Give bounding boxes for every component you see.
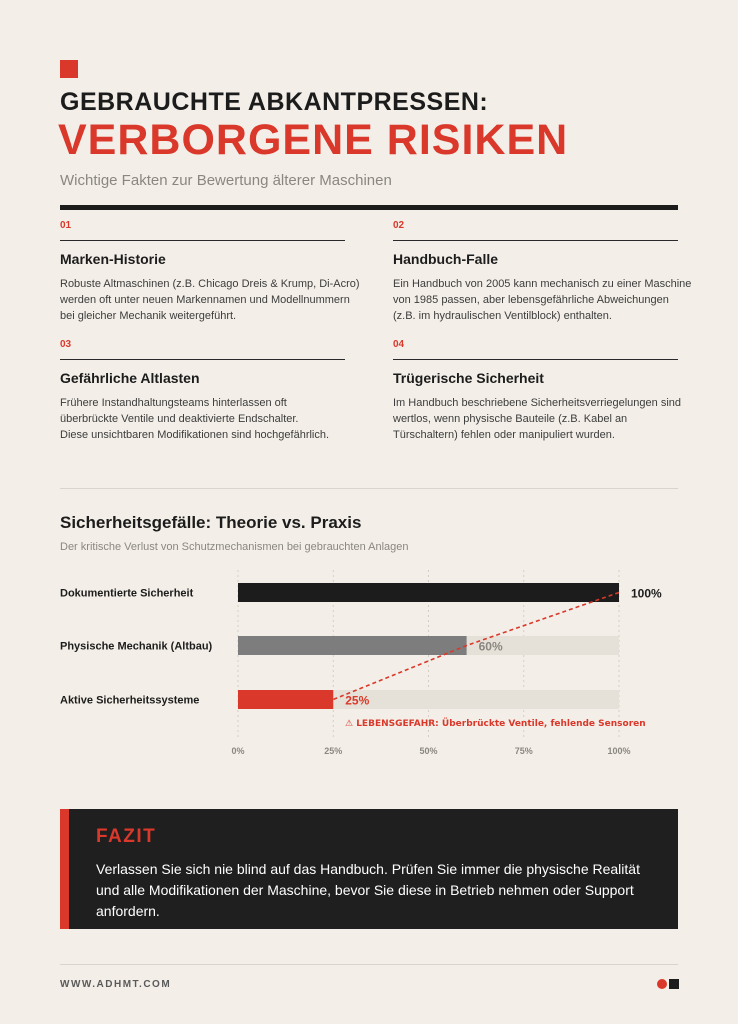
fact-card-2: [393, 220, 703, 324]
fact-body: [393, 395, 703, 443]
page-title-line1: GEBRAUCHTE ABKANTPRESSEN:: [60, 88, 489, 116]
page-subtitle: Wichtige Fakten zur Bewertung älterer Maschinen: [60, 172, 392, 189]
fact-divider: [393, 359, 678, 360]
fazit-box: [60, 809, 678, 929]
chart-section-subtitle: Der kritische Verlust von Schutzmechanismen bei gebrauchten Anlagen: [60, 541, 409, 553]
fazit-text: Verlassen Sie sich nie blind auf das Handbuch. Prüfen Sie immer die physische Realität und alle Modifikationen der Maschine, bevor Sie diese in Betrieb nehmen oder Support anfordern.: [96, 861, 640, 919]
safety-gap-chart: [0, 565, 738, 765]
fact-line-text: überbrückte Ventile und deaktivierte Endschalter.: [60, 413, 299, 425]
fact-line-text: (z.B. im hydraulischen Ventilblock) enthalten.: [393, 310, 612, 322]
fact-number: 01: [60, 220, 72, 231]
fact-divider: [60, 359, 345, 360]
fact-line-text: Türschaltern) fehlen oder manipuliert wurden.: [393, 429, 615, 441]
bar-value-label: 25%: [345, 693, 370, 708]
fazit-title: FAZIT: [96, 826, 157, 847]
bar-category-label: Physische Mechanik (Altbau): [60, 640, 213, 653]
bar: [238, 636, 467, 655]
x-tick-label: 100%: [607, 746, 631, 756]
fact-number: 02: [393, 220, 405, 231]
chart-section-title: Sicherheitsgefälle: Theorie vs. Praxis: [60, 513, 362, 532]
fact-line-text: wertlos, wenn physische Bauteile (z.B. Kabel an: [393, 413, 628, 425]
fact-line-text: werden oft unter neuen Markennamen und Modellnummern: [60, 294, 350, 306]
fact-card-4: [393, 339, 703, 443]
fact-title: Gefährliche Altlasten: [60, 370, 200, 386]
footer-dot-icon: [657, 979, 667, 989]
fact-line-text: Robuste Altmaschinen (z.B. Chicago Dreis & Krump, Di-Acro): [60, 278, 360, 290]
fact-title: Trügerische Sicherheit: [393, 370, 544, 386]
x-tick-label: 75%: [514, 746, 533, 756]
footer-square-icon: [669, 979, 679, 989]
fact-line-text: Frühere Instandhaltungsteams hinterlassen oft: [60, 397, 287, 409]
fact-divider: [393, 240, 678, 241]
fact-body: [393, 276, 703, 324]
header-divider: [60, 205, 678, 210]
danger-annotation: ⚠ LEBENSGEFAHR: Überbrückte Ventile, fehlende Sensoren: [345, 719, 646, 729]
fazit-accent-bar: [60, 809, 69, 929]
x-tick-label: 50%: [419, 746, 438, 756]
fact-title: Marken-Historie: [60, 251, 166, 267]
footer-url: WWW.ADHMT.COM: [60, 979, 172, 990]
fact-line-text: bei gleicher Mechanik weitergeführt.: [60, 310, 237, 322]
bar-value-label: 100%: [631, 586, 662, 601]
footer-divider: [60, 964, 678, 965]
fact-number: 04: [393, 339, 405, 350]
x-tick-label: 25%: [324, 746, 343, 756]
accent-square: [60, 60, 78, 78]
bar-category-label: Dokumentierte Sicherheit: [60, 587, 194, 600]
bar-value-label: 60%: [478, 639, 503, 654]
fact-line-text: Diese unsichtbaren Modifikationen sind hochgefährlich.: [60, 429, 330, 441]
fact-line-text: Ein Handbuch von 2005 kann mechanisch zu einer Maschine: [393, 278, 692, 290]
fact-line-text: Im Handbuch beschriebene Sicherheitsverriegelungen sind: [393, 397, 682, 409]
fact-card-3: [60, 339, 370, 443]
fact-title: Handbuch-Falle: [393, 251, 499, 267]
fact-card-1: [60, 220, 370, 324]
bar-category-label: Aktive Sicherheitssysteme: [60, 694, 200, 707]
fact-line-text: von 1985 passen, aber lebensgefährliche Abweichungen: [393, 294, 669, 306]
bar: [238, 690, 333, 709]
page-title-line2: VERBORGENE RISIKEN: [58, 116, 569, 164]
fact-body: [60, 395, 370, 443]
x-tick-label: 0%: [231, 746, 245, 756]
fact-divider: [60, 240, 345, 241]
fact-number: 03: [60, 339, 72, 350]
fact-body: [60, 276, 370, 324]
section-divider: [60, 488, 678, 489]
bar: [238, 583, 619, 602]
